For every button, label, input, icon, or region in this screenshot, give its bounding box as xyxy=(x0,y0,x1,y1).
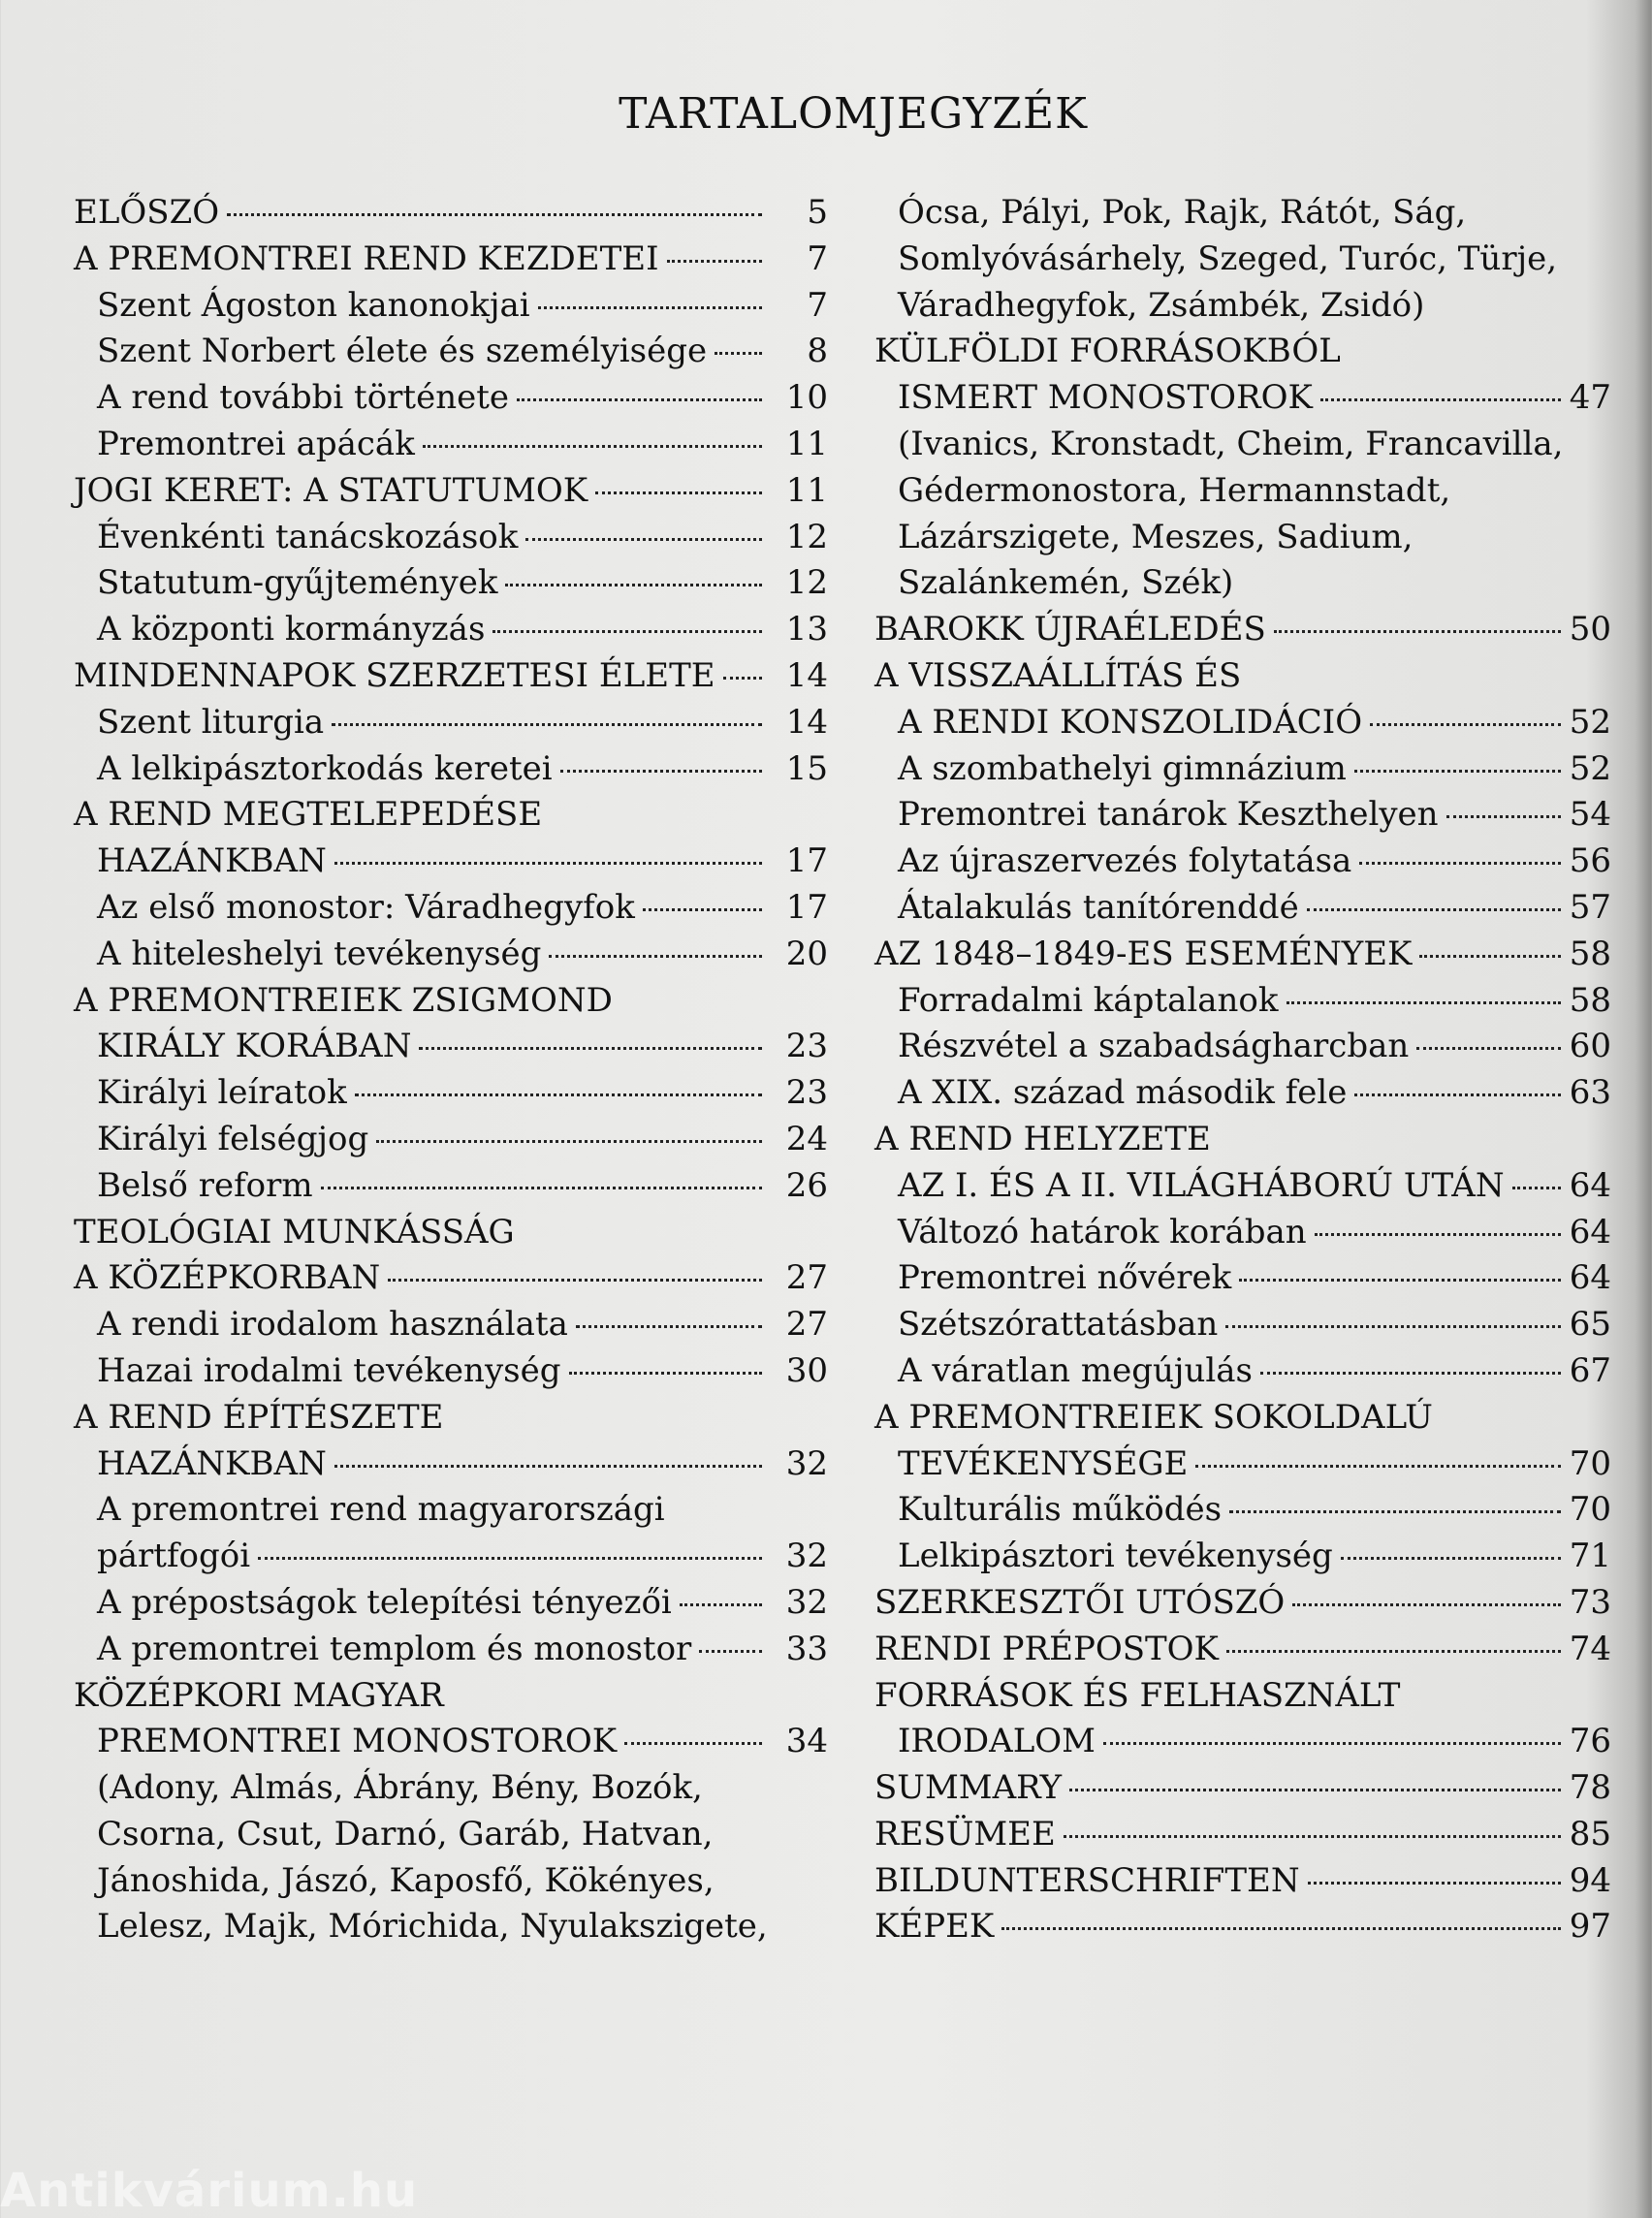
toc-entry-label: Statutum-gyűjtemények xyxy=(97,563,498,603)
dot-leader xyxy=(1341,1557,1561,1560)
toc-entry xyxy=(874,1255,1611,1302)
toc-entry xyxy=(74,1255,828,1302)
dot-leader xyxy=(1103,1742,1561,1745)
toc-entry-page: 56 xyxy=(1569,841,1611,881)
toc-entry xyxy=(74,1395,828,1442)
toc-entry-page: 17 xyxy=(785,887,828,927)
dot-leader xyxy=(334,1465,762,1468)
toc-entry-label: SZERKESZTŐI UTÓSZÓ xyxy=(874,1582,1286,1622)
toc-entry xyxy=(874,515,1611,561)
toc-entry-label: Részvétel a szabadságharcban xyxy=(898,1027,1410,1066)
toc-entry xyxy=(874,1487,1611,1534)
toc-entry-label: Lázárszigete, Meszes, Sadium, xyxy=(898,517,1414,556)
toc-entry-label: A PREMONTREIEK ZSIGMOND xyxy=(74,980,613,1020)
toc-entry xyxy=(874,1302,1611,1348)
dot-leader xyxy=(624,1742,762,1745)
toc-entry-page: 7 xyxy=(807,285,828,325)
toc-entry-page: 63 xyxy=(1569,1073,1611,1113)
toc-entry xyxy=(74,468,828,515)
dot-leader xyxy=(525,538,762,541)
toc-entry-label: Ócsa, Pályi, Pok, Rajk, Rátót, Ság, xyxy=(898,193,1467,232)
dot-leader xyxy=(227,213,762,216)
toc-entry-label: A XIX. század második fele xyxy=(898,1073,1348,1113)
toc-entry-label: A VISSZAÁLLÍTÁS ÉS xyxy=(874,655,1242,695)
toc-entry-page: 14 xyxy=(785,655,828,695)
toc-entry-label: Kulturális működés xyxy=(898,1490,1223,1530)
toc-entry-page: 70 xyxy=(1569,1443,1611,1483)
toc-entry-page: 67 xyxy=(1569,1350,1611,1390)
toc-entry-page: 23 xyxy=(785,1073,828,1113)
toc-entry-page: 7 xyxy=(807,238,828,278)
toc-entry xyxy=(74,746,828,793)
toc-entry-label: Szétszórattatásban xyxy=(898,1305,1219,1345)
toc-entry-label: AZ 1848–1849-ES ESEMÉNYEK xyxy=(874,934,1413,973)
toc-entry-label: ELŐSZÓ xyxy=(74,193,220,232)
toc-entry-label: HAZÁNKBAN xyxy=(97,1443,327,1483)
toc-entry xyxy=(874,1534,1611,1580)
toc-entry xyxy=(74,1024,828,1070)
toc-right-column xyxy=(874,190,1611,1950)
dot-leader xyxy=(1229,1510,1561,1513)
toc-entry xyxy=(74,1904,828,1950)
toc-entry xyxy=(74,978,828,1025)
toc-entry xyxy=(74,839,828,885)
toc-entry xyxy=(874,1210,1611,1256)
toc-entry-page: 71 xyxy=(1569,1537,1611,1576)
toc-entry-label: pártfogói xyxy=(97,1537,251,1576)
toc-entry-label: Forradalmi káptalanok xyxy=(898,980,1279,1020)
dot-leader xyxy=(258,1557,762,1560)
toc-entry xyxy=(874,560,1611,607)
toc-entry-label: KÉPEK xyxy=(874,1907,995,1947)
toc-entry xyxy=(874,468,1611,515)
toc-entry xyxy=(874,1812,1611,1858)
toc-entry-page: 5 xyxy=(807,193,828,232)
toc-entry-label: A PREMONTREIEK SOKOLDALÚ xyxy=(874,1397,1433,1437)
toc-entry-label: Az újraszervezés folytatása xyxy=(898,841,1352,881)
toc-entry-label: FORRÁSOK ÉS FELHASZNÁLT xyxy=(874,1675,1401,1715)
toc-entry xyxy=(74,1117,828,1163)
toc-entry-page: 30 xyxy=(785,1350,828,1390)
dot-leader xyxy=(1307,908,1561,911)
toc-entry xyxy=(874,283,1611,330)
toc-entry xyxy=(874,653,1611,700)
toc-entry xyxy=(74,1302,828,1348)
toc-entry xyxy=(874,932,1611,978)
toc-entry xyxy=(74,1442,828,1488)
dot-leader xyxy=(1064,1835,1561,1838)
dot-leader xyxy=(576,1325,762,1328)
toc-entry-label: A REND MEGTELEPEDÉSE xyxy=(74,795,543,835)
toc-entry xyxy=(874,746,1611,793)
toc-entry-label: (Ivanics, Kronstadt, Cheim, Francavilla, xyxy=(898,424,1564,463)
toc-entry-page: 26 xyxy=(785,1165,828,1205)
toc-entry-label: Szalánkemén, Szék) xyxy=(898,563,1234,603)
dot-leader xyxy=(1195,1465,1561,1468)
toc-entry-page: 10 xyxy=(785,378,828,418)
dot-leader xyxy=(1260,1372,1561,1375)
dot-leader xyxy=(376,1140,762,1143)
toc-entry xyxy=(74,1210,828,1256)
toc-entry xyxy=(74,1348,828,1395)
toc-entry xyxy=(74,607,828,653)
toc-entry-label: PREMONTREI MONOSTOROK xyxy=(97,1722,618,1761)
dot-leader xyxy=(680,1603,762,1606)
toc-entry-label: A prépostságok telepítési tényezői xyxy=(97,1582,672,1622)
dot-leader xyxy=(1001,1927,1561,1930)
dot-leader xyxy=(492,630,762,633)
dot-leader xyxy=(1226,1650,1561,1653)
toc-entry-label: (Adony, Almás, Ábrány, Bény, Bozók, xyxy=(97,1768,703,1808)
toc-entry xyxy=(74,422,828,468)
toc-entry xyxy=(874,1117,1611,1163)
toc-entry-page: 23 xyxy=(785,1027,828,1066)
toc-entry-label: RENDI PRÉPOSTOK xyxy=(874,1629,1219,1668)
toc-entry-label: Átalakulás tanítórenddé xyxy=(898,887,1299,927)
toc-entry-page: 13 xyxy=(785,610,828,650)
toc-entry xyxy=(874,978,1611,1025)
toc-entry xyxy=(874,607,1611,653)
dot-leader xyxy=(549,955,762,958)
toc-entry-label: Királyi leíratok xyxy=(97,1073,347,1113)
dot-leader xyxy=(569,1372,763,1375)
toc-entry-page: 24 xyxy=(785,1119,828,1158)
dot-leader xyxy=(388,1279,762,1282)
toc-entry-page: 33 xyxy=(785,1629,828,1668)
dot-leader xyxy=(560,770,762,773)
toc-entry xyxy=(74,1673,828,1720)
toc-entry-label: JOGI KERET: A STATUTUMOK xyxy=(74,470,588,510)
toc-entry-label: A premontrei templom és monostor xyxy=(97,1629,692,1668)
toc-entry-page: 74 xyxy=(1569,1629,1611,1668)
toc-entry-label: Belső reform xyxy=(97,1165,313,1205)
toc-entry-page: 64 xyxy=(1569,1165,1611,1205)
toc-entry xyxy=(74,932,828,978)
dot-leader xyxy=(321,1187,762,1189)
toc-entry-label: Lelkipásztori tevékenység xyxy=(898,1537,1333,1576)
toc-entry-label: KÜLFÖLDI FORRÁSOKBÓL xyxy=(874,332,1341,371)
toc-entry xyxy=(74,375,828,422)
dot-leader xyxy=(419,1047,762,1050)
toc-entry-page: 65 xyxy=(1569,1305,1611,1345)
dot-leader xyxy=(723,677,762,680)
toc-entry-page: 8 xyxy=(807,332,828,371)
toc-entry-label: Premontrei tanárok Keszthelyen xyxy=(898,795,1439,835)
toc-entry xyxy=(874,422,1611,468)
dot-leader xyxy=(1069,1789,1561,1791)
toc-entry xyxy=(874,375,1611,422)
toc-entry xyxy=(874,1904,1611,1950)
toc-entry xyxy=(874,1163,1611,1210)
toc-entry xyxy=(74,1070,828,1117)
dot-leader xyxy=(1416,1047,1561,1050)
toc-entry-page: 64 xyxy=(1569,1258,1611,1298)
toc-entry-label: RESÜMEE xyxy=(874,1814,1056,1854)
toc-entry-label: A premontrei rend magyarországi xyxy=(97,1490,665,1530)
toc-entry-label: Premontrei apácák xyxy=(97,424,415,463)
toc-entry-label: BAROKK ÚJRAÉLEDÉS xyxy=(874,610,1266,650)
dot-leader xyxy=(715,352,762,355)
dot-leader xyxy=(1225,1325,1561,1328)
toc-entry xyxy=(874,1765,1611,1812)
toc-entry-label: Somlyóvásárhely, Szeged, Turóc, Türje, xyxy=(898,238,1558,278)
toc-entry-page: 34 xyxy=(785,1722,828,1761)
toc-entry-page: 57 xyxy=(1569,887,1611,927)
toc-entry xyxy=(874,1348,1611,1395)
toc-entry-page: 58 xyxy=(1569,934,1611,973)
toc-entry xyxy=(874,1627,1611,1673)
toc-entry-label: A REND ÉPÍTÉSZETE xyxy=(74,1397,444,1437)
toc-entry xyxy=(74,885,828,932)
toc-entry-label: Szent liturgia xyxy=(97,702,325,742)
toc-entry-page: 85 xyxy=(1569,1814,1611,1854)
toc-entry-page: 17 xyxy=(785,841,828,881)
toc-entry-label: A rendi irodalom használata xyxy=(97,1305,568,1345)
dot-leader xyxy=(1354,1093,1561,1096)
dot-leader xyxy=(1320,398,1561,401)
toc-entry xyxy=(874,237,1611,283)
toc-entry xyxy=(74,283,828,330)
toc-entry-page: 14 xyxy=(785,702,828,742)
toc-entry-label: MINDENNAPOK SZERZETESI ÉLETE xyxy=(74,655,715,695)
dot-leader xyxy=(332,723,762,726)
toc-entry-page: 32 xyxy=(785,1582,828,1622)
dot-leader xyxy=(334,862,762,865)
toc-entry-label: A RENDI KONSZOLIDÁCIÓ xyxy=(898,702,1363,742)
toc-entry xyxy=(874,1719,1611,1765)
toc-entry-label: Királyi felségjog xyxy=(97,1119,369,1158)
toc-entry-label: Az első monostor: Váradhegyfok xyxy=(97,887,635,927)
dot-leader xyxy=(1354,770,1561,773)
toc-entry-page: 78 xyxy=(1569,1768,1611,1808)
dot-leader xyxy=(517,398,762,401)
toc-entry-label: BILDUNTERSCHRIFTEN xyxy=(874,1860,1300,1900)
page-title: TARTALOMJEGYZÉK xyxy=(619,89,1088,139)
toc-entry-page: 27 xyxy=(785,1258,828,1298)
toc-entry-page: 60 xyxy=(1569,1027,1611,1066)
toc-entry xyxy=(74,1580,828,1627)
dot-leader xyxy=(1308,1882,1561,1885)
toc-entry-page: 20 xyxy=(785,934,828,973)
toc-entry xyxy=(74,1487,828,1534)
toc-entry-page: 32 xyxy=(785,1537,828,1576)
toc-entry-label: Változó határok korában xyxy=(898,1212,1307,1252)
dot-leader xyxy=(1359,862,1561,865)
toc-entry-label: HAZÁNKBAN xyxy=(97,841,327,881)
toc-left-column xyxy=(74,190,828,1950)
toc-entry-page: 64 xyxy=(1569,1212,1611,1252)
toc-entry-page: 70 xyxy=(1569,1490,1611,1530)
dot-leader xyxy=(595,491,762,494)
toc-entry-label: Évenkénti tanácskozások xyxy=(97,517,519,556)
dot-leader xyxy=(1315,1233,1561,1236)
toc-entry-label: Lelesz, Majk, Mórichida, Nyulakszigete, xyxy=(97,1907,768,1947)
toc-entry xyxy=(74,1719,828,1765)
toc-entry-label: ISMERT MONOSTOROK xyxy=(898,378,1313,418)
toc-entry-page: 12 xyxy=(785,517,828,556)
toc-entry-page: 54 xyxy=(1569,795,1611,835)
toc-entry-label: Hazai irodalmi tevékenység xyxy=(97,1350,561,1390)
toc-entry-page: 11 xyxy=(785,424,828,463)
toc-entry-page: 73 xyxy=(1569,1582,1611,1622)
toc-entry xyxy=(874,190,1611,237)
watermark: Antikvárium.hu xyxy=(0,2164,419,2218)
toc-entry xyxy=(874,1070,1611,1117)
toc-entry xyxy=(74,1765,828,1812)
toc-entry xyxy=(874,1580,1611,1627)
toc-entry xyxy=(874,1024,1611,1070)
toc-entry-label: TEVÉKENYSÉGE xyxy=(898,1443,1189,1483)
toc-entry-label: Szent Norbert élete és személyisége xyxy=(97,332,708,371)
toc-entry-label: A hiteleshelyi tevékenység xyxy=(97,934,542,973)
toc-entry-label: A KÖZÉPKORBAN xyxy=(74,1258,381,1298)
dot-leader xyxy=(355,1093,762,1096)
toc-entry xyxy=(74,515,828,561)
toc-entry-label: A rend további története xyxy=(97,378,509,418)
toc-entry xyxy=(74,792,828,839)
dot-leader xyxy=(1274,630,1561,633)
toc-entry-page: 52 xyxy=(1569,702,1611,742)
toc-entry-page: 32 xyxy=(785,1443,828,1483)
dot-leader xyxy=(1446,815,1561,818)
toc-entry xyxy=(74,560,828,607)
toc-entry-page: 50 xyxy=(1569,610,1611,650)
toc-entry xyxy=(74,237,828,283)
toc-entry-label: A lelkipásztorkodás keretei xyxy=(97,748,553,788)
dot-leader xyxy=(1287,1001,1562,1004)
toc-entry xyxy=(874,329,1611,375)
toc-entry-label: KIRÁLY KORÁBAN xyxy=(97,1027,412,1066)
toc-entry xyxy=(74,700,828,746)
toc-entry-page: 11 xyxy=(785,470,828,510)
toc-entry-page: 58 xyxy=(1569,980,1611,1020)
toc-entry-label: TEOLÓGIAI MUNKÁSSÁG xyxy=(74,1212,515,1252)
toc-entry-label: Váradhegyfok, Zsámbék, Zsidó) xyxy=(898,285,1425,325)
dot-leader xyxy=(1292,1603,1561,1606)
toc-entry-label: KÖZÉPKORI MAGYAR xyxy=(74,1675,444,1715)
toc-entry xyxy=(874,700,1611,746)
toc-entry-label: A váratlan megújulás xyxy=(898,1350,1253,1390)
dot-leader xyxy=(643,908,762,911)
dot-leader xyxy=(505,584,762,586)
toc-entry xyxy=(74,1534,828,1580)
toc-entry xyxy=(74,1858,828,1905)
dot-leader xyxy=(667,260,762,263)
toc-entry-label: A PREMONTREI REND KEZDETEI xyxy=(74,238,659,278)
dot-leader xyxy=(1239,1279,1561,1282)
toc-entry-label: Jánoshida, Jászó, Kaposfő, Kökényes, xyxy=(97,1860,715,1900)
toc-entry-label: SUMMARY xyxy=(874,1768,1063,1808)
toc-entry-label: Gédermonostora, Hermannstadt, xyxy=(898,470,1451,510)
toc-entry xyxy=(74,1627,828,1673)
toc-entry-label: AZ I. ÉS A II. VILÁGHÁBORÚ UTÁN xyxy=(898,1165,1505,1205)
toc-entry-page: 76 xyxy=(1569,1722,1611,1761)
toc-entry xyxy=(74,653,828,700)
toc-entry-label: Premontrei nővérek xyxy=(898,1258,1232,1298)
toc-entry-label: A REND HELYZETE xyxy=(874,1119,1211,1158)
toc-entry-label: A szombathelyi gimnázium xyxy=(898,748,1347,788)
toc-entry-page: 27 xyxy=(785,1305,828,1345)
toc-entry xyxy=(874,885,1611,932)
toc-entry-page: 47 xyxy=(1569,378,1611,418)
toc-entry xyxy=(74,329,828,375)
dot-leader xyxy=(1512,1187,1561,1189)
dot-leader xyxy=(1419,955,1561,958)
toc-entry-label: Csorna, Csut, Darnó, Garáb, Hatvan, xyxy=(97,1814,714,1854)
toc-entry xyxy=(874,839,1611,885)
dot-leader xyxy=(1370,723,1561,726)
toc-entry-label: A központi kormányzás xyxy=(97,610,486,650)
toc-entry xyxy=(74,1163,828,1210)
toc-entry-page: 97 xyxy=(1569,1907,1611,1947)
toc-entry-page: 94 xyxy=(1569,1860,1611,1900)
dot-leader xyxy=(699,1650,762,1653)
toc-entry xyxy=(74,190,828,237)
toc-entry xyxy=(874,1442,1611,1488)
toc-entry-label: Szent Ágoston kanonokjai xyxy=(97,285,530,325)
toc-entry-label: IRODALOM xyxy=(898,1722,1096,1761)
toc-entry-page: 15 xyxy=(785,748,828,788)
toc-entry-page: 12 xyxy=(785,563,828,603)
toc-entry xyxy=(74,1812,828,1858)
toc-entry xyxy=(874,1395,1611,1442)
toc-entry xyxy=(874,1858,1611,1905)
toc-entry-page: 52 xyxy=(1569,748,1611,788)
toc-entry xyxy=(874,792,1611,839)
dot-leader xyxy=(423,445,762,448)
toc-entry xyxy=(874,1673,1611,1720)
dot-leader xyxy=(538,306,762,309)
